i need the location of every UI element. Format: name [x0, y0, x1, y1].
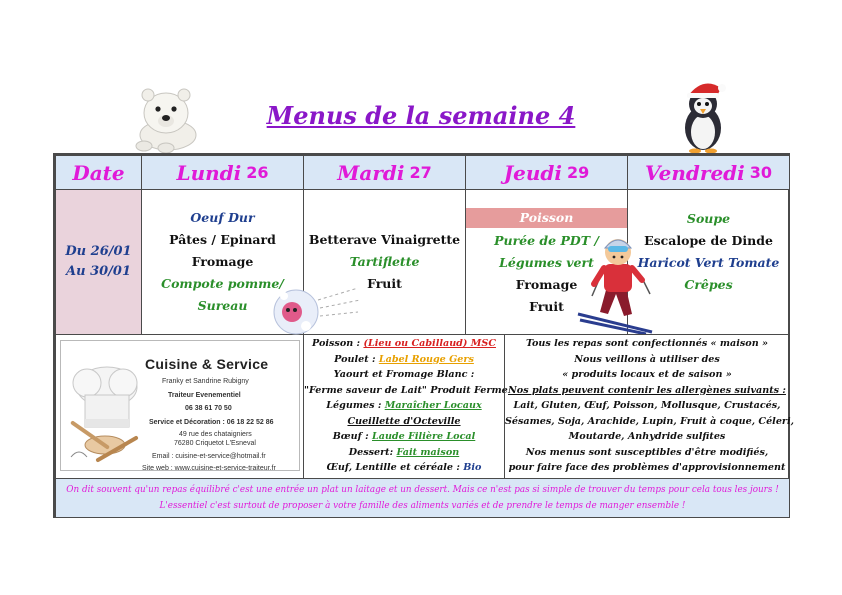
snowball-icon	[272, 284, 362, 340]
caterer-service-deco: Service et Décoration : 06 18 22 52 86	[149, 419, 274, 426]
note-line: Tous les repas sont confectionnés « maison »	[525, 338, 769, 349]
menu-item: Pâtes / Epinard	[169, 232, 276, 247]
polar-bear-icon	[130, 80, 204, 154]
date-range: Du 26/01 Au 30/01	[55, 189, 142, 335]
menu-item: Fruit	[529, 299, 564, 314]
origin-yaourt: Yaourt et Fromage Blanc :	[333, 369, 475, 380]
menu-item: Oeuf Dur	[190, 210, 255, 225]
note-line: pour faire face des problèmes d'approvisionnement	[508, 462, 786, 473]
caterer-cell	[55, 334, 304, 479]
menu-item: Soupe	[686, 211, 731, 226]
caterer-owners: Franky et Sandrine Rubigny	[162, 378, 249, 385]
menu-item: Compote pomme/	[161, 276, 284, 291]
caterer-website: Site web : www.cuisine-et-service-traiteur.fr	[142, 465, 276, 472]
origin-oeuf: Œuf, Lentille et céréale : Bio	[326, 462, 482, 473]
footer-line: L'essentiel c'est surtout de proposer à votre famille des aliments variés et de prendre le temps de manger ensemble !	[159, 501, 686, 511]
skier-icon	[576, 228, 656, 334]
header-date: Date	[55, 155, 142, 190]
origin-yaourt-value: "Ferme saveur de Lait" Produit Ferme	[304, 384, 508, 396]
notes-cell	[504, 334, 794, 479]
caterer-address1: 49 rue des chataigniers	[179, 431, 252, 438]
note-line: Nous veillons à utiliser des	[574, 353, 720, 365]
caterer-email: Email : cuisine-et-service@hotmail.fr	[152, 453, 266, 460]
footer-advice	[55, 478, 790, 518]
menu-item: Crêpes	[684, 277, 733, 292]
menu-item: Betterave Vinaigrette	[308, 232, 461, 247]
origin-poisson: Poisson : (Lieu ou Cabillaud) MSC	[312, 338, 496, 349]
header-vendredi: Vendredi 30	[627, 155, 790, 190]
menu-item: Tartiflette	[349, 254, 420, 269]
page-title: Menus de la semaine 4	[266, 101, 576, 130]
header-lundi: Lundi 26	[141, 155, 304, 190]
footer-line: On dit souvent qu'un repas équilibré c'est une entrée un plat un laitage et un dessert. Mais ce n'est pas si simple de trouver du temps pour cela tous les jours !	[66, 485, 779, 495]
note-line: « produits locaux et de saison »	[562, 369, 732, 380]
caterer-name: Cuisine & Service	[145, 356, 269, 372]
menu-item: Fromage	[191, 254, 254, 269]
origin-dessert: Dessert: Fait maison	[348, 446, 460, 458]
allergen-line: Moutarde, Anhydride sulfites	[568, 431, 726, 442]
menu-item: Haricot Vert Tomate	[637, 255, 780, 270]
menu-item: Fruit	[367, 276, 402, 291]
caterer-address2: 76280 Criquetot L'Esneval	[174, 440, 256, 447]
menu-item: Poisson	[466, 208, 628, 228]
note-line: Nos menus sont susceptibles d'être modifiés,	[525, 446, 769, 458]
allergen-line: Lait, Gluten, Œuf, Poisson, Mollusque, Crustacés,	[513, 400, 781, 411]
menu-item: Escalope de Dinde	[644, 233, 773, 248]
header-jeudi: Jeudi 29	[465, 155, 628, 190]
allergen-title: Nos plats peuvent contenir les allergènes suivants :	[508, 384, 786, 396]
caterer-card	[60, 340, 300, 471]
origin-legumes: Légumes : Maraîcher Locaux	[326, 400, 482, 411]
menu-item: Purée de PDT /	[494, 233, 599, 248]
menu-item: Sureau	[197, 298, 248, 313]
caterer-phone: 06 38 61 70 50	[185, 405, 232, 412]
origin-boeuf: Bœuf : Laude Filière Local	[332, 431, 476, 442]
menu-item: Fromage	[515, 277, 578, 292]
chef-hat-icon	[65, 361, 145, 469]
menu-table	[53, 153, 794, 518]
origin-poulet: Poulet : Label Rouge Gers	[334, 353, 474, 365]
header-mardi: Mardi 27	[303, 155, 466, 190]
origin-legumes-value: Cueillette d'Octeville	[347, 415, 461, 427]
penguin-icon	[673, 78, 733, 154]
allergen-line: Sésames, Soja, Arachide, Lupin, Fruit à coque, Céleri,	[505, 415, 794, 427]
origins-cell	[303, 334, 508, 479]
menu-item: Légumes vert	[499, 255, 594, 270]
caterer-activity: Traiteur Evenementiel	[168, 392, 241, 399]
